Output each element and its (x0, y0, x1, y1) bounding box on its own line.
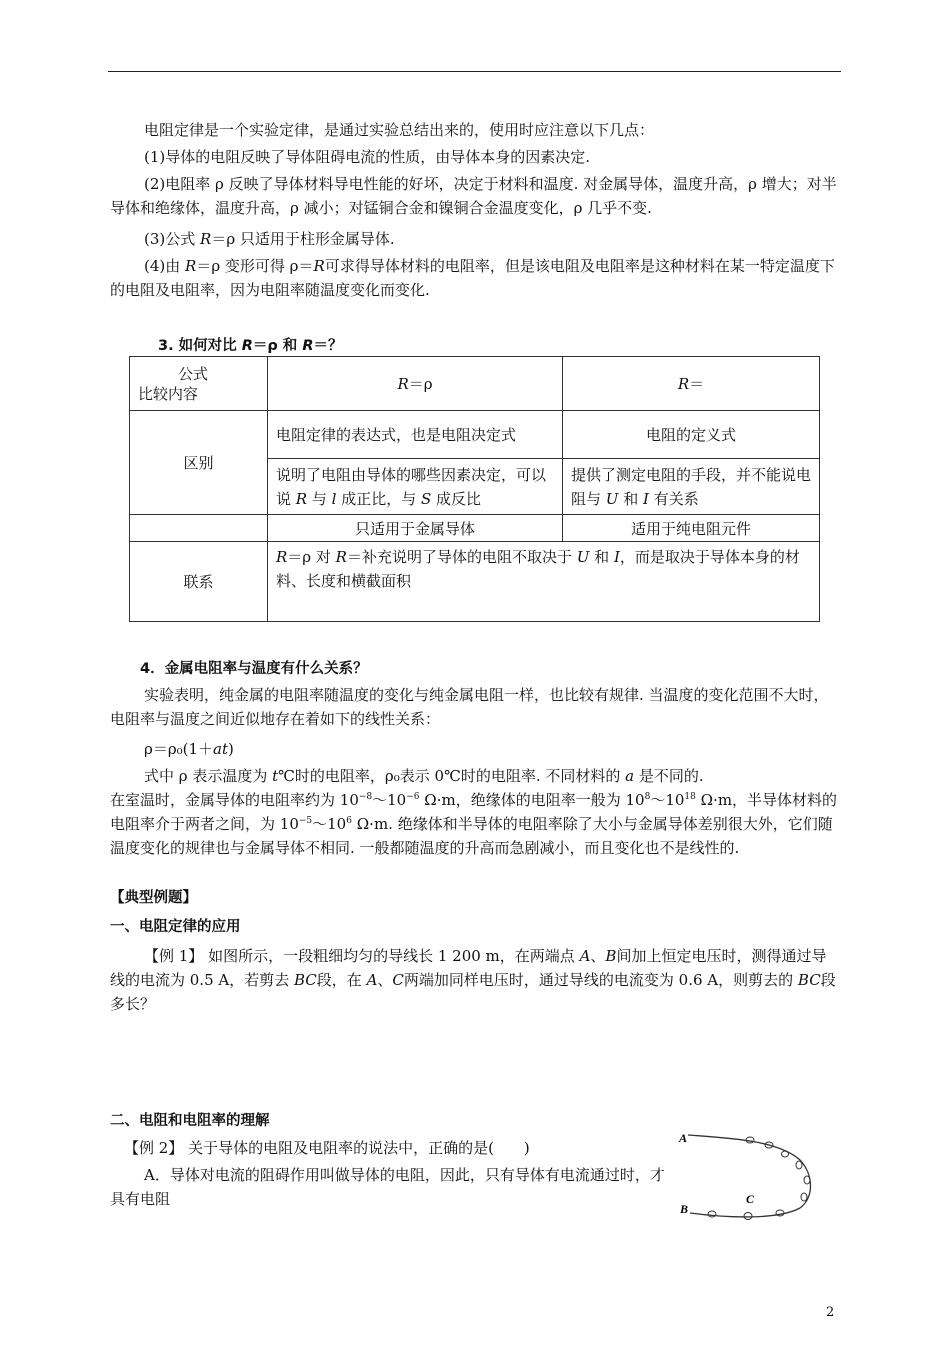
corner-cell: 公式 比较内容 (130, 357, 268, 411)
diff-row3-col1: 只适用于金属导体 (268, 515, 563, 542)
intro-point-3: (3)公式 R＝ρ 只适用于柱形金属导体. (144, 230, 395, 248)
wire-loop (782, 1151, 789, 1157)
diff-row1-col1: 电阻定律的表达式，也是电阻决定式 (268, 411, 563, 459)
link-content: R＝ρ 对 R＝补充说明了导体的电阻不取决于 U 和 I，而是取决于导体本身的材料、长度和横截面积 (268, 542, 820, 622)
label-b: B (680, 1202, 689, 1216)
diff-row1-col2: 电阻的定义式 (563, 411, 820, 459)
difference-label: 区别 (130, 411, 268, 515)
wire-loop (801, 1193, 807, 1201)
label-a: A (679, 1131, 688, 1145)
section-3-title: 3. 如何对比 R＝ρ 和 R＝？ (158, 338, 343, 354)
blank-cell (130, 515, 268, 542)
header-rule (108, 71, 841, 72)
link-label: 联系 (130, 542, 268, 622)
header-formula-2: R＝ (563, 357, 820, 411)
intro-point-2: (2)电阻率 ρ 反映了导体材料导电性能的好坏，决定于材料和温度. 对金属导体，温度升高，ρ 增大；对半导体和绝缘体，温度升高，ρ 减小；对锰铜合金和镍铜合金温度变化，ρ 几乎不变. (110, 175, 837, 217)
comparison-table (129, 356, 820, 622)
header-formula-1: R＝ρ (268, 357, 563, 411)
example-1: 【例 1】 如图所示，一段粗细均匀的导线长 1 200 m，在两端点 A、B间加上恒定电压时，测得通过导线的电流为 0.5 A，若剪去 BC段，在 A、C两端加同样电压时，通过导线的电流变为 0.6 A，则剪去的 BC段多长？ (110, 947, 836, 1013)
section-4-title: 4．金属电阻率与温度有什么关系？ (140, 661, 368, 677)
example-2: 【例 2】 关于导体的电阻及电阻率的说法中，正确的是( ) (124, 1139, 530, 1157)
wire-figure (668, 1120, 818, 1230)
wire-loop (744, 1213, 752, 1220)
page-number: 2 (826, 1305, 835, 1320)
example-2-option-a: A．导体对电流的阻碍作用叫做导体的电阻，因此，只有导体有电流通过时，才具有电阻 (110, 1166, 665, 1208)
label-c: C (746, 1192, 755, 1206)
intro-point-4: (4)由 R＝ρ 变形可得 ρ＝R可求得导体材料的电阻率，但是该电阻及电阻率是这种材料在某一特定温度下的电阻及电阻率，因为电阻率随温度变化而变化. (110, 257, 835, 299)
section-4-para-1: 实验表明，纯金属的电阻率随温度的变化与纯金属电阻一样，也比较有规律. 当温度的变化范围不大时，电阻率与温度之间近似地存在着如下的线性关系： (110, 686, 829, 728)
wire-loop (776, 1210, 784, 1216)
section-2-heading: 二、电阻和电阻率的理解 (110, 1113, 270, 1129)
wire-loop (708, 1211, 716, 1217)
section-4-para-3: 在室温时，金属导体的电阻率约为 $10^{-8}\sim 10^{-6}$ Ω·m，绝缘体的电阻率一般为 $10^8\sim 10^{18}$ Ω·m，半导体材料的电阻率介于两者之间，为 $10^{-5}\sim 10^6$ Ω·m. 绝缘体和半导体的电阻率除了大小与金属导体差别很大外，它们随温度变化的规律也与金属导体不相同. 一般都随温度的升高而急剧减小，而且变化也不是线性的. (110, 791, 838, 857)
wire-loop (796, 1161, 802, 1169)
diff-row2-col2: 提供了测定电阻的手段，并不能说电阻与 U 和 I 有关系 (563, 459, 820, 515)
diff-row3-col2: 适用于纯电阻元件 (563, 515, 820, 542)
intro-point-1: (1)导体的电阻反映了导体阻碍电流的性质，由导体本身的因素决定. (144, 148, 591, 166)
examples-header: 【典型例题】 (110, 890, 197, 906)
formula: ρ＝ρ₀(1＋at) (144, 740, 234, 758)
intro-lead: 电阻定律是一个实验定律，是通过实验总结出来的，使用时应注意以下几点： (144, 121, 655, 139)
wire-loop (804, 1176, 810, 1184)
section-1-heading: 一、电阻定律的应用 (110, 919, 241, 935)
diff-row2-col1: 说明了电阻由导体的哪些因素决定，可以说 R 与 l 成正比，与 S 成反比 (268, 459, 563, 515)
section-4-para-2: 式中 ρ 表示温度为 t℃时的电阻率，ρ₀表示 0℃时的电阻率. 不同材料的 a 是不同的. (144, 767, 704, 785)
